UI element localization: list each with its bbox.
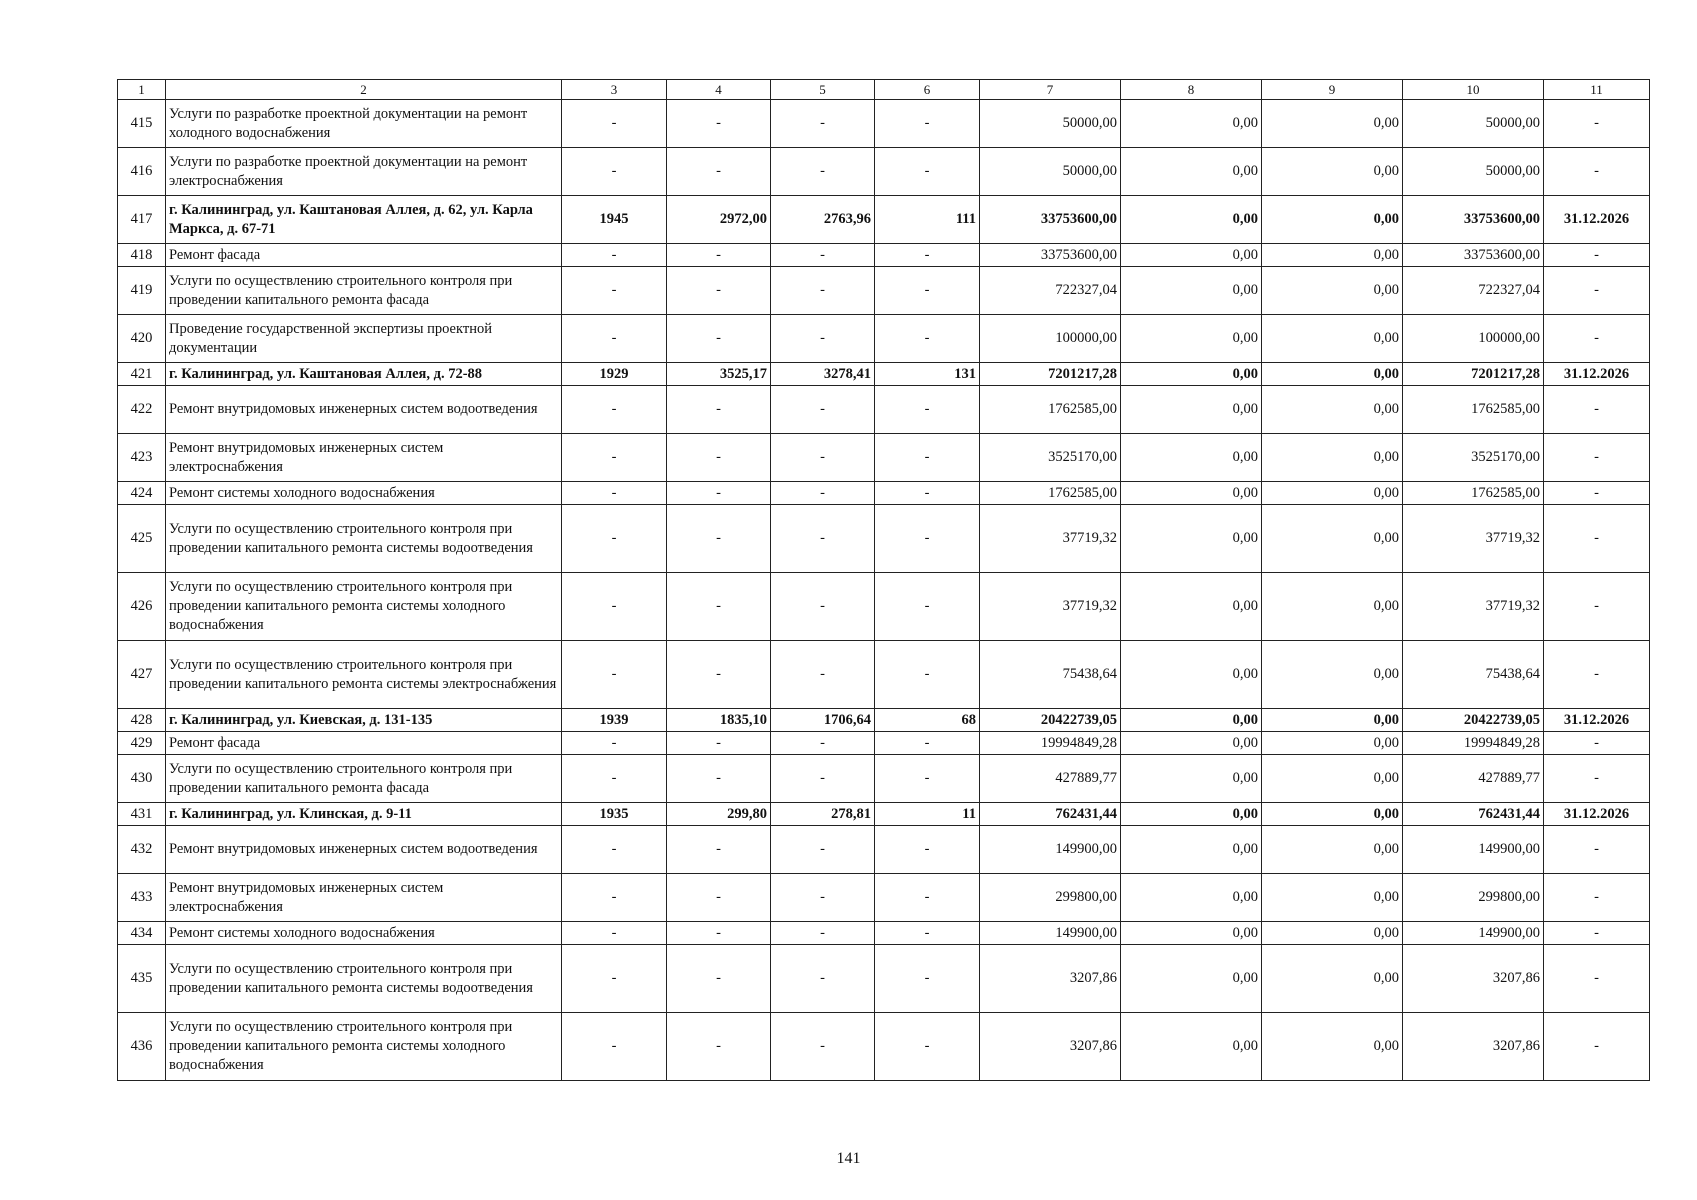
cell-year: - [562,244,667,267]
cell-cost-other: 0,00 [1262,709,1403,732]
cell-row-number: 433 [118,874,166,922]
address-row [118,196,1650,244]
cell-year: - [562,874,667,922]
cell-area-living: - [771,641,875,709]
cell-residents: - [875,732,980,755]
page-number: 141 [836,1150,861,1167]
cell-cost-owners: 722327,04 [1403,267,1544,315]
column-header-8: 8 [1121,80,1262,100]
cell-cost-fund: 0,00 [1121,945,1262,1013]
cell-deadline: - [1544,267,1650,315]
cell-name: Ремонт внутридомовых инженерных систем электроснабжения [166,434,562,482]
cell-cost-owners: 1762585,00 [1403,386,1544,434]
cell-cost-other: 0,00 [1262,945,1403,1013]
cell-cost-fund: 0,00 [1121,482,1262,505]
cell-residents: 111 [875,196,980,244]
cell-year: - [562,434,667,482]
cell-area-living: 1706,64 [771,709,875,732]
cell-area-living: - [771,874,875,922]
cell-area-total: - [667,641,771,709]
address-row [118,803,1650,826]
cell-cost-fund: 0,00 [1121,732,1262,755]
cell-row-number: 415 [118,100,166,148]
cell-cost-owners: 19994849,28 [1403,732,1544,755]
cell-name: г. Калининград, ул. Киевская, д. 131-135 [166,709,562,732]
cell-year: - [562,922,667,945]
cell-cost-other: 0,00 [1262,505,1403,573]
cell-year: 1929 [562,363,667,386]
cell-area-living: - [771,100,875,148]
cell-year: - [562,826,667,874]
cell-name: Ремонт внутридомовых инженерных систем водоотведения [166,826,562,874]
cell-cost-total: 33753600,00 [980,244,1121,267]
cell-deadline: - [1544,315,1650,363]
cell-area-total: - [667,573,771,641]
column-header-7: 7 [980,80,1121,100]
cell-deadline: - [1544,386,1650,434]
cell-row-number: 426 [118,573,166,641]
cell-cost-fund: 0,00 [1121,148,1262,196]
cell-year: - [562,267,667,315]
cell-cost-total: 100000,00 [980,315,1121,363]
cell-name: Услуги по разработке проектной документации на ремонт холодного водоснабжения [166,100,562,148]
cell-deadline: - [1544,945,1650,1013]
cell-row-number: 421 [118,363,166,386]
cell-area-living: - [771,732,875,755]
cell-row-number: 417 [118,196,166,244]
cell-row-number: 435 [118,945,166,1013]
cell-area-total: - [667,945,771,1013]
cell-area-total: - [667,826,771,874]
cell-cost-owners: 50000,00 [1403,100,1544,148]
cell-year: - [562,482,667,505]
cell-deadline: - [1544,148,1650,196]
cell-year: 1935 [562,803,667,826]
cell-residents: - [875,244,980,267]
cell-residents: - [875,945,980,1013]
address-row [118,709,1650,732]
cell-cost-fund: 0,00 [1121,874,1262,922]
cell-deadline: - [1544,244,1650,267]
cell-name: Ремонт фасада [166,244,562,267]
cell-name: Услуги по разработке проектной документации на ремонт электроснабжения [166,148,562,196]
cell-cost-fund: 0,00 [1121,244,1262,267]
cell-cost-fund: 0,00 [1121,100,1262,148]
cell-cost-fund: 0,00 [1121,1013,1262,1081]
cell-residents: 11 [875,803,980,826]
work-row [118,482,1650,505]
cell-area-total: - [667,244,771,267]
cell-cost-fund: 0,00 [1121,196,1262,244]
cell-year: - [562,505,667,573]
column-header-5: 5 [771,80,875,100]
cell-row-number: 431 [118,803,166,826]
cell-area-total: 3525,17 [667,363,771,386]
cell-name: Услуги по осуществлению строительного контроля при проведении капитального ремонта системы электроснабжения [166,641,562,709]
cell-area-total: 2972,00 [667,196,771,244]
cell-name: Проведение государственной экспертизы проектной документации [166,315,562,363]
cell-residents: - [875,100,980,148]
cell-cost-owners: 33753600,00 [1403,196,1544,244]
column-header-9: 9 [1262,80,1403,100]
work-row [118,315,1650,363]
cell-area-living: - [771,826,875,874]
cell-deadline: - [1544,826,1650,874]
cell-row-number: 429 [118,732,166,755]
cell-cost-owners: 3207,86 [1403,1013,1544,1081]
cell-year: - [562,386,667,434]
cell-cost-total: 3525170,00 [980,434,1121,482]
cell-area-total: - [667,482,771,505]
cell-name: Услуги по осуществлению строительного контроля при проведении капитального ремонта системы холодного водоснабжения [166,1013,562,1081]
column-header-3: 3 [562,80,667,100]
cell-area-total: - [667,434,771,482]
cell-deadline: - [1544,482,1650,505]
work-row [118,755,1650,803]
cell-cost-fund: 0,00 [1121,803,1262,826]
cell-year: - [562,148,667,196]
cell-cost-other: 0,00 [1262,434,1403,482]
cell-area-total: - [667,100,771,148]
cell-cost-total: 149900,00 [980,826,1121,874]
cell-row-number: 424 [118,482,166,505]
cell-name: Услуги по осуществлению строительного контроля при проведении капитального ремонта системы холодного водоснабжения [166,573,562,641]
cell-year: - [562,1013,667,1081]
cell-cost-other: 0,00 [1262,196,1403,244]
cell-area-total: - [667,267,771,315]
column-header-6: 6 [875,80,980,100]
cell-cost-other: 0,00 [1262,100,1403,148]
column-header-1: 1 [118,80,166,100]
cell-name: Ремонт системы холодного водоснабжения [166,922,562,945]
cell-deadline: - [1544,434,1650,482]
cell-row-number: 418 [118,244,166,267]
cell-residents: - [875,641,980,709]
cell-residents: - [875,315,980,363]
cell-area-living: - [771,755,875,803]
work-row [118,826,1650,874]
cell-year: - [562,732,667,755]
cell-name: г. Калининград, ул. Клинская, д. 9-11 [166,803,562,826]
cell-area-living: - [771,148,875,196]
cell-cost-owners: 37719,32 [1403,505,1544,573]
cell-year: - [562,755,667,803]
cell-cost-other: 0,00 [1262,386,1403,434]
cell-cost-fund: 0,00 [1121,709,1262,732]
cell-residents: - [875,482,980,505]
cell-cost-fund: 0,00 [1121,363,1262,386]
cell-deadline: - [1544,641,1650,709]
cell-area-total: - [667,148,771,196]
work-row [118,732,1650,755]
cell-deadline: 31.12.2026 [1544,709,1650,732]
cell-area-living: - [771,315,875,363]
cell-cost-other: 0,00 [1262,244,1403,267]
cell-deadline: 31.12.2026 [1544,803,1650,826]
column-header-4: 4 [667,80,771,100]
cell-cost-fund: 0,00 [1121,315,1262,363]
cell-cost-owners: 149900,00 [1403,922,1544,945]
cell-year: - [562,573,667,641]
cell-cost-total: 33753600,00 [980,196,1121,244]
cell-cost-other: 0,00 [1262,363,1403,386]
cell-cost-owners: 100000,00 [1403,315,1544,363]
cell-year: 1939 [562,709,667,732]
cell-deadline: 31.12.2026 [1544,196,1650,244]
cell-cost-fund: 0,00 [1121,434,1262,482]
cell-area-living: - [771,267,875,315]
cell-area-total: - [667,505,771,573]
column-header-11: 11 [1544,80,1650,100]
cell-cost-owners: 75438,64 [1403,641,1544,709]
work-row [118,244,1650,267]
cell-name: Услуги по осуществлению строительного контроля при проведении капитального ремонта фасада [166,755,562,803]
cell-name: Услуги по осуществлению строительного контроля при проведении капитального ремонта системы водоотведения [166,505,562,573]
cell-area-living: - [771,945,875,1013]
cell-cost-total: 149900,00 [980,922,1121,945]
cell-cost-other: 0,00 [1262,755,1403,803]
cell-cost-owners: 762431,44 [1403,803,1544,826]
cell-year: 1945 [562,196,667,244]
column-header-2: 2 [166,80,562,100]
cell-cost-owners: 37719,32 [1403,573,1544,641]
cell-deadline: - [1544,755,1650,803]
cell-deadline: - [1544,922,1650,945]
work-row [118,386,1650,434]
cell-cost-total: 3207,86 [980,945,1121,1013]
cell-name: г. Калининград, ул. Каштановая Аллея, д. 72-88 [166,363,562,386]
cell-area-total: - [667,874,771,922]
work-row [118,505,1650,573]
cell-row-number: 420 [118,315,166,363]
cell-cost-other: 0,00 [1262,148,1403,196]
cell-cost-other: 0,00 [1262,641,1403,709]
cell-row-number: 425 [118,505,166,573]
work-row [118,922,1650,945]
cell-name: Ремонт внутридомовых инженерных систем водоотведения [166,386,562,434]
cell-year: - [562,945,667,1013]
cell-cost-owners: 7201217,28 [1403,363,1544,386]
cell-area-total: - [667,732,771,755]
cell-cost-fund: 0,00 [1121,826,1262,874]
cell-name: Ремонт внутридомовых инженерных систем электроснабжения [166,874,562,922]
column-number-row [118,80,1650,100]
work-row [118,434,1650,482]
cell-cost-total: 20422739,05 [980,709,1121,732]
cell-area-living: 278,81 [771,803,875,826]
work-row [118,573,1650,641]
cell-area-living: - [771,1013,875,1081]
cell-deadline: - [1544,573,1650,641]
cell-area-total: - [667,315,771,363]
cell-residents: - [875,505,980,573]
cell-area-living: - [771,244,875,267]
cell-area-total: - [667,922,771,945]
cell-area-living: 3278,41 [771,363,875,386]
cell-area-total: - [667,386,771,434]
cell-row-number: 419 [118,267,166,315]
cell-residents: - [875,1013,980,1081]
cell-cost-total: 762431,44 [980,803,1121,826]
cell-deadline: - [1544,732,1650,755]
cell-cost-owners: 50000,00 [1403,148,1544,196]
cell-deadline: - [1544,874,1650,922]
cell-year: - [562,315,667,363]
cell-cost-owners: 1762585,00 [1403,482,1544,505]
cell-cost-total: 50000,00 [980,100,1121,148]
cell-name: Услуги по осуществлению строительного контроля при проведении капитального ремонта фасада [166,267,562,315]
cell-cost-total: 427889,77 [980,755,1121,803]
cell-area-total: 299,80 [667,803,771,826]
cell-deadline: - [1544,505,1650,573]
work-row [118,945,1650,1013]
cell-name: г. Калининград, ул. Каштановая Аллея, д. 62, ул. Карла Маркса, д. 67-71 [166,196,562,244]
cell-row-number: 422 [118,386,166,434]
cell-area-living: - [771,482,875,505]
cell-residents: - [875,826,980,874]
cell-year: - [562,100,667,148]
work-row [118,267,1650,315]
cell-deadline: - [1544,100,1650,148]
cell-cost-fund: 0,00 [1121,386,1262,434]
cell-cost-owners: 299800,00 [1403,874,1544,922]
cell-residents: 131 [875,363,980,386]
cell-name: Ремонт фасада [166,732,562,755]
cell-cost-total: 1762585,00 [980,386,1121,434]
cell-cost-owners: 427889,77 [1403,755,1544,803]
cell-cost-other: 0,00 [1262,732,1403,755]
cell-cost-total: 1762585,00 [980,482,1121,505]
cell-row-number: 430 [118,755,166,803]
work-row [118,641,1650,709]
cell-area-total: 1835,10 [667,709,771,732]
cell-residents: - [875,434,980,482]
cell-row-number: 428 [118,709,166,732]
cell-residents: - [875,573,980,641]
column-header-10: 10 [1403,80,1544,100]
works-table [117,79,1650,1081]
work-row [118,1013,1650,1081]
cell-cost-total: 50000,00 [980,148,1121,196]
cell-deadline: 31.12.2026 [1544,363,1650,386]
cell-cost-other: 0,00 [1262,267,1403,315]
cell-cost-total: 37719,32 [980,573,1121,641]
cell-cost-other: 0,00 [1262,826,1403,874]
cell-cost-fund: 0,00 [1121,267,1262,315]
cell-row-number: 434 [118,922,166,945]
cell-area-living: - [771,505,875,573]
cell-row-number: 427 [118,641,166,709]
table-body [118,80,1650,1081]
cell-cost-owners: 3207,86 [1403,945,1544,1013]
cell-area-total: - [667,755,771,803]
cell-cost-other: 0,00 [1262,1013,1403,1081]
cell-area-total: - [667,1013,771,1081]
cell-cost-fund: 0,00 [1121,573,1262,641]
cell-area-living: 2763,96 [771,196,875,244]
cell-cost-other: 0,00 [1262,573,1403,641]
cell-cost-owners: 33753600,00 [1403,244,1544,267]
cell-name: Ремонт системы холодного водоснабжения [166,482,562,505]
cell-area-living: - [771,573,875,641]
cell-row-number: 423 [118,434,166,482]
cell-deadline: - [1544,1013,1650,1081]
cell-name: Услуги по осуществлению строительного контроля при проведении капитального ремонта системы водоотведения [166,945,562,1013]
work-row [118,100,1650,148]
cell-cost-total: 722327,04 [980,267,1121,315]
cell-cost-total: 7201217,28 [980,363,1121,386]
cell-residents: - [875,386,980,434]
cell-cost-total: 75438,64 [980,641,1121,709]
cell-residents: 68 [875,709,980,732]
cell-cost-total: 37719,32 [980,505,1121,573]
work-row [118,148,1650,196]
cell-cost-fund: 0,00 [1121,755,1262,803]
cell-row-number: 416 [118,148,166,196]
address-row [118,363,1650,386]
cell-cost-other: 0,00 [1262,922,1403,945]
cell-residents: - [875,267,980,315]
cell-year: - [562,641,667,709]
cell-area-living: - [771,434,875,482]
cell-area-living: - [771,922,875,945]
cell-cost-total: 19994849,28 [980,732,1121,755]
cell-cost-other: 0,00 [1262,482,1403,505]
cell-cost-owners: 149900,00 [1403,826,1544,874]
cell-cost-owners: 20422739,05 [1403,709,1544,732]
cell-cost-other: 0,00 [1262,315,1403,363]
cell-residents: - [875,755,980,803]
cell-cost-owners: 3525170,00 [1403,434,1544,482]
cell-row-number: 432 [118,826,166,874]
cell-residents: - [875,922,980,945]
cell-cost-other: 0,00 [1262,803,1403,826]
cell-cost-fund: 0,00 [1121,505,1262,573]
cell-cost-other: 0,00 [1262,874,1403,922]
cell-cost-fund: 0,00 [1121,922,1262,945]
cell-residents: - [875,148,980,196]
cell-cost-total: 299800,00 [980,874,1121,922]
cell-row-number: 436 [118,1013,166,1081]
work-row [118,874,1650,922]
cell-cost-total: 3207,86 [980,1013,1121,1081]
cell-residents: - [875,874,980,922]
cell-area-living: - [771,386,875,434]
cell-cost-fund: 0,00 [1121,641,1262,709]
